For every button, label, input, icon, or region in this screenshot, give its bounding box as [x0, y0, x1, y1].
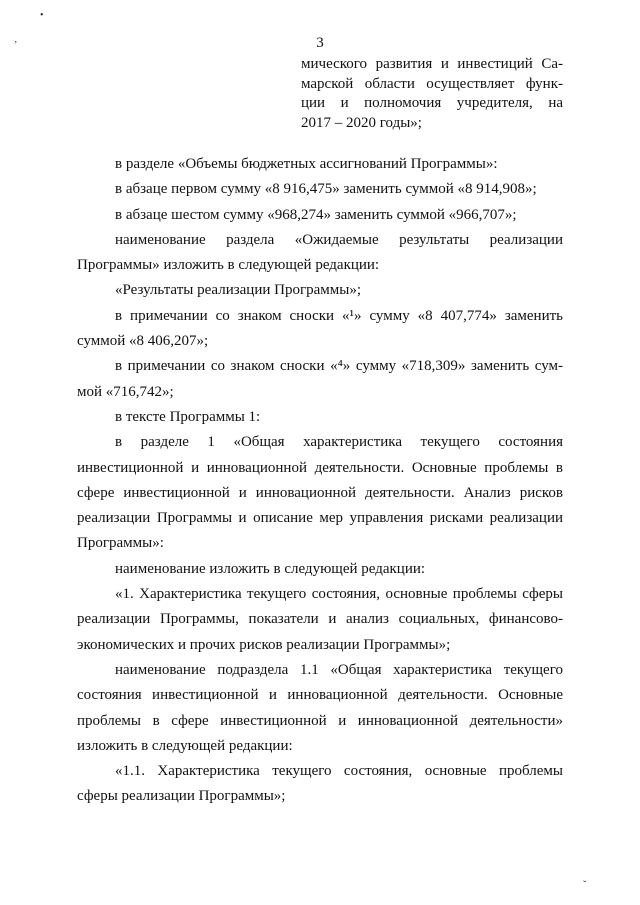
paragraph-line: в примечании со знаком сноски «⁴» сумму «718,309» заменить сум-	[115, 358, 563, 375]
scan-speck: ˇ	[583, 880, 587, 891]
paragraph	[77, 304, 563, 355]
paragraph	[77, 582, 563, 658]
paragraph-line: состояния инвестиционной и инновационной деятельности. Основные	[77, 687, 563, 704]
paragraph	[77, 430, 563, 556]
scan-speck: ʼ	[14, 40, 18, 51]
page-number: 3	[316, 35, 324, 51]
continuation-line: ции и полномочия учредителя, на	[301, 95, 563, 111]
paragraph	[77, 557, 563, 582]
paragraph-line: в тексте Программы 1:	[115, 408, 261, 425]
continuation-line: мического развития и инвестиций Са-	[301, 56, 563, 72]
paragraph-line: наименование подраздела 1.1 «Общая характеристика текущего	[115, 661, 563, 678]
paragraph-line: изложить в следующей редакции:	[77, 737, 293, 754]
paragraph-line: сферы реализации Программы»;	[77, 788, 286, 805]
paragraph-line: в абзаце первом сумму «8 916,475» заменить суммой «8 914,908»;	[115, 181, 537, 198]
paragraph-line: «Результаты реализации Программы»;	[115, 282, 362, 299]
paragraph-line: в абзаце шестом сумму «968,274» заменить суммой «966,707»;	[115, 206, 517, 223]
paragraph	[77, 658, 563, 759]
paragraph	[77, 228, 563, 279]
paragraph-line: реализации Программы и описание мер управления рисками реализации	[77, 510, 563, 527]
scan-speck: •	[40, 10, 44, 21]
paragraph	[77, 405, 563, 430]
paragraph-line: в разделе «Объемы бюджетных ассигнований Программы»:	[115, 156, 498, 172]
paragraph-line: наименование раздела «Ожидаемые результаты реализации	[115, 231, 563, 248]
paragraph	[77, 152, 563, 177]
paragraph-line: проблемы в сфере инвестиционной и инновационной деятельности»	[77, 712, 563, 729]
paragraph-line: мой «716,742»;	[77, 383, 174, 400]
paragraph-line: реализации Программы, показатели и анализ социальных, финансово-	[77, 611, 563, 628]
paragraph	[77, 759, 563, 810]
paragraph	[77, 177, 563, 202]
paragraph-line: Программы» изложить в следующей редакции:	[77, 257, 380, 274]
paragraph-line: экономических и прочих рисков реализации Программы»;	[77, 636, 451, 653]
paragraph-line: «1.1. Характеристика текущего состояния, основные проблемы	[115, 763, 563, 780]
paragraph-line: в примечании со знаком сноски «¹» сумму «8 407,774» заменить	[115, 307, 563, 324]
paragraph-line: сфере инвестиционной и инновационной деятельности. Анализ рисков	[77, 484, 563, 501]
document-body	[77, 152, 563, 810]
paragraph	[77, 203, 563, 228]
paragraph	[77, 278, 563, 303]
continuation-line: 2017 – 2020 годы»;	[301, 114, 422, 131]
paragraph-line: Программы»:	[77, 535, 164, 552]
paragraph-line: инвестиционной и инновационной деятельности. Основные проблемы в	[77, 459, 563, 476]
paragraph-line: суммой «8 406,207»;	[77, 333, 209, 350]
paragraph-line: «1. Характеристика текущего состояния, основные проблемы сферы	[115, 586, 563, 603]
paragraph-line: наименование изложить в следующей редакции:	[115, 560, 426, 577]
continuation-block	[301, 55, 563, 133]
paragraph-line: в разделе 1 «Общая характеристика текущего состояния	[115, 434, 563, 451]
continuation-line: марской области осуществляет функ-	[301, 75, 563, 92]
paragraph	[77, 354, 563, 405]
